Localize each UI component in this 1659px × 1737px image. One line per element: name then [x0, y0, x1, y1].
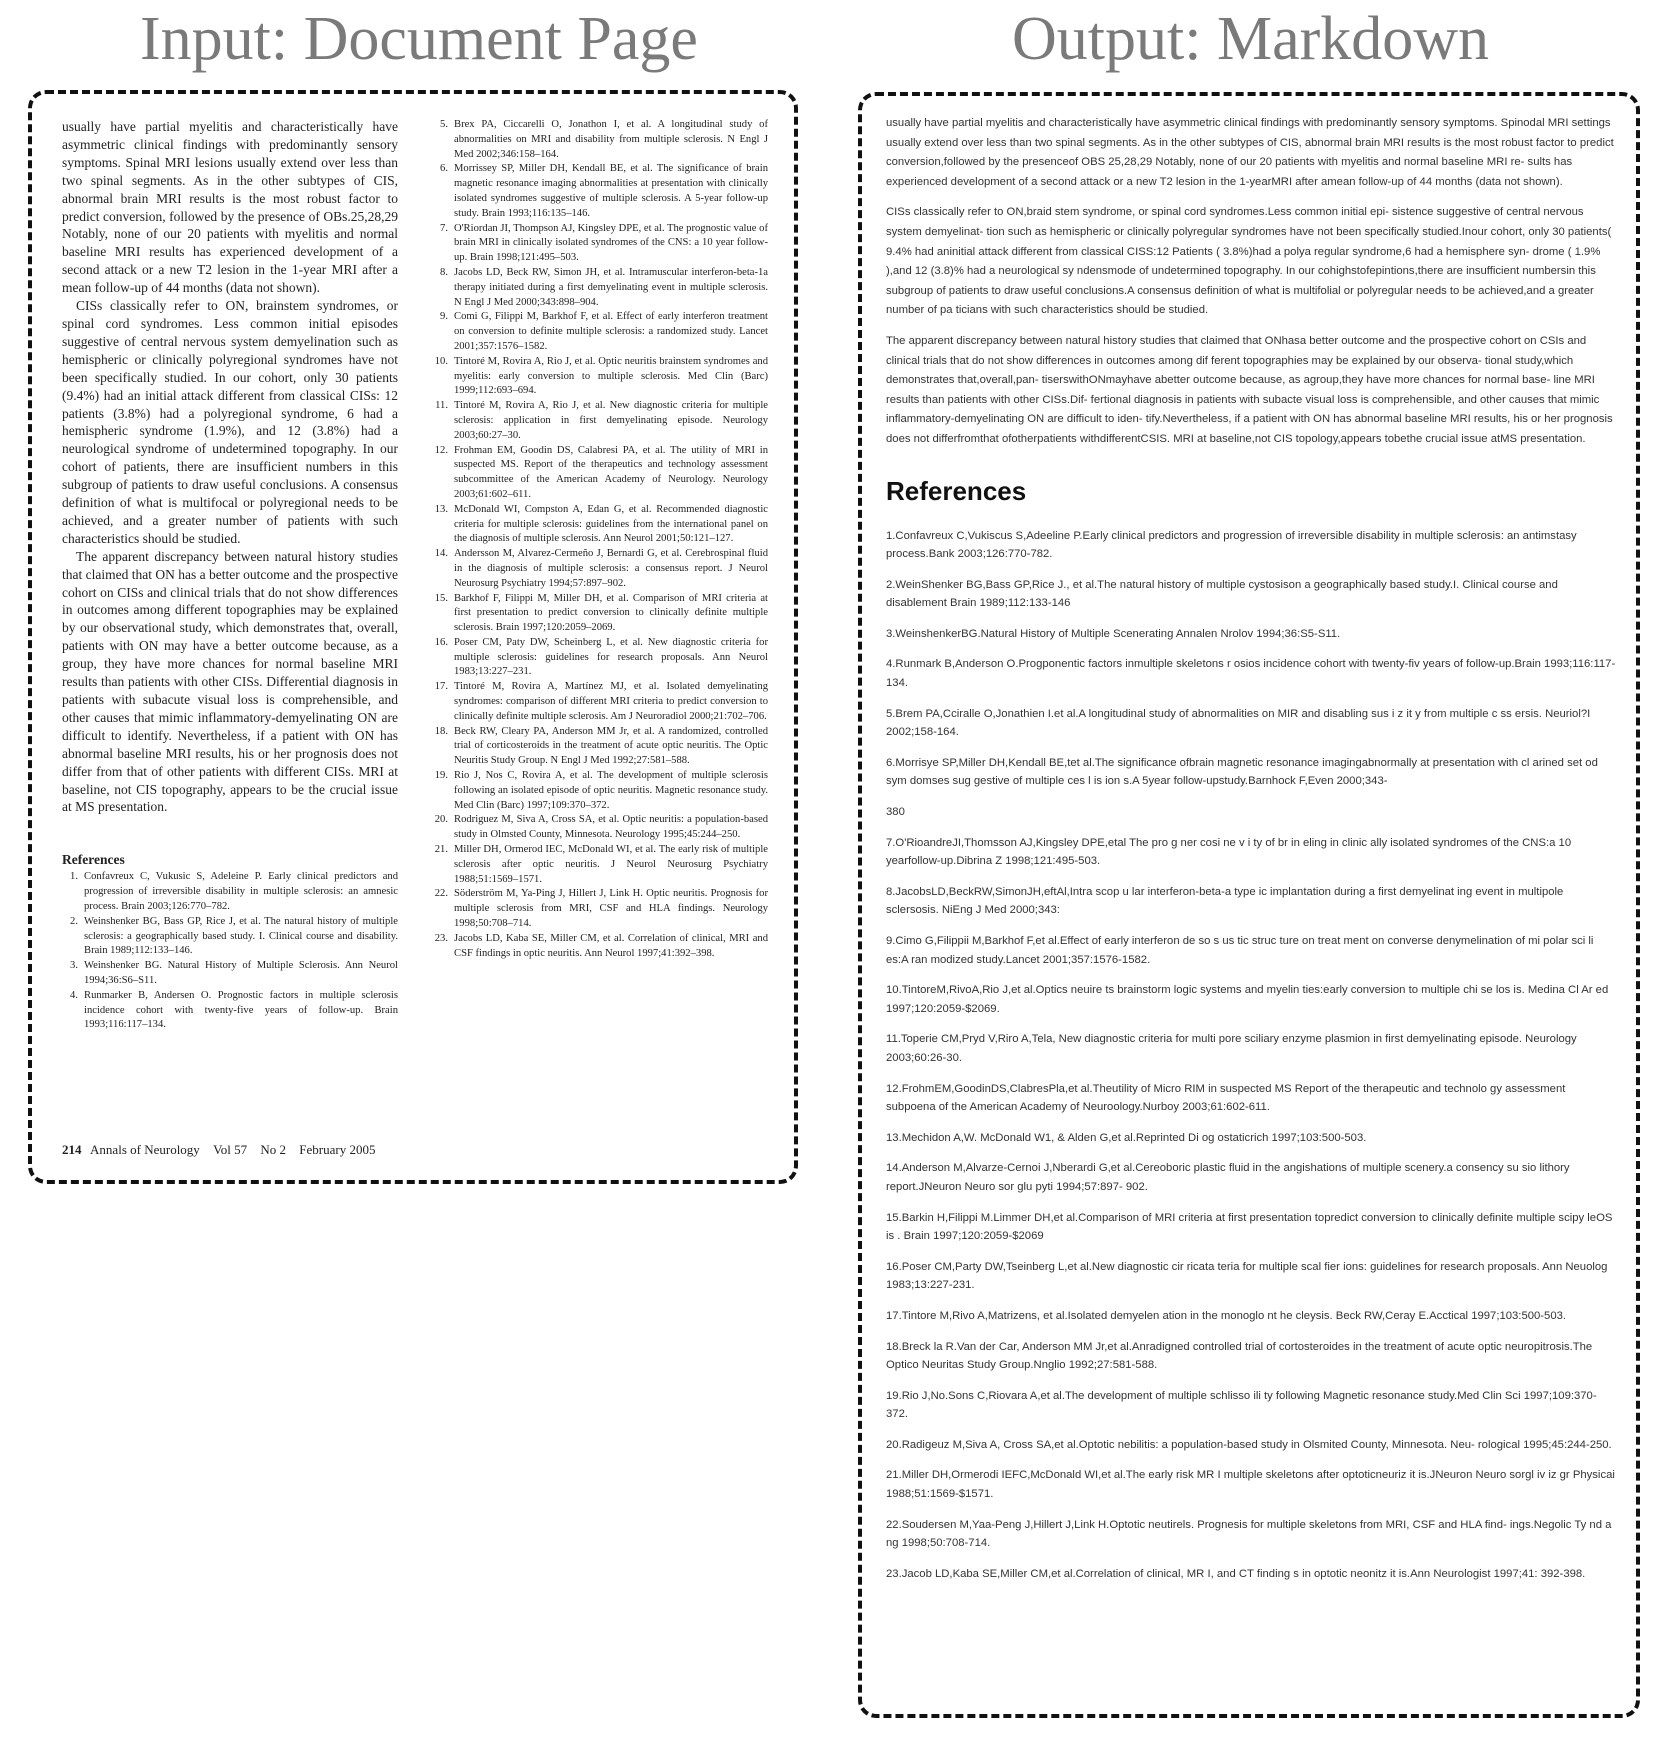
output-heading: Output: Markdown	[1012, 5, 1490, 73]
markdown-reference: 3.WeinshenkerBG.Natural History of Multiple Scenerating Annalen Nrolov 1994;36:S5-S11.	[886, 627, 1341, 640]
body-paragraph: The apparent discrepancy between natural history studies that claimed that ON has a better outcome and the prospective cohort on CISs and clinical trials that do not show differences in outcomes among different topographies may be explained by our observational study, which demonstrates that, overall, patients with ON may have a better outcome because, as a group, they have more chances for normal baseline MRI results than patients with other CISs. Differential diagnosis in patients with subacute visual loss is comprehensible, and other causes that mimic inflammatory-demyelinating ON are difficult to identify. Nevertheless, if a patient with ON has abnormal baseline MRI results, his or her prognosis does not differ from that of other patients with different CISs. MRI at baseline, not CIS topography, appears to be the crucial issue at MS presentation.	[62, 548, 398, 815]
reference-item	[432, 162, 768, 221]
reference-number: 8.	[440, 266, 448, 278]
markdown-reference: 22.Soudersen M,Yaa-Peng J,Hillert J,Link H.Optotic neutirels. Prognesis for multiple skeletons from MRI, CSF and HLA find- ings.Negolic Ty nd a ng 1998;50:708-714.	[886, 1518, 1612, 1550]
references-heading: References	[62, 852, 125, 868]
reference-number: 3.	[70, 960, 78, 972]
markdown-references-heading: References	[886, 475, 1027, 506]
reference-number: 1.	[70, 871, 78, 883]
right-column	[432, 118, 768, 1033]
reference-text: Miller DH, Ormerod IEC, McDonald WI, et al. The early risk of multiple sclerosis after optic neuritis. J Neurol Neurosurg Psychiatry 1988;51:1569–1571.	[454, 844, 768, 885]
reference-item	[432, 444, 768, 503]
reference-item	[432, 503, 768, 547]
reference-number: 13.	[434, 503, 448, 515]
markdown-reference: 4.Runmark B,Anderson O.Progponentic factors inmultiple skeletons r osios incidence cohort with twenty-fiv years of follow-up.Brain 1993;116:117-134.	[886, 658, 1616, 690]
reference-text: Jacobs LD, Kaba SE, Miller CM, et al. Correlation of clinical, MRI and CSF findings in optic neuritis. Ann Neurol 1997;41:392–398.	[454, 932, 768, 959]
body-paragraph: CISs classically refer to ON, brainstem syndromes, or spinal cord syndromes. Less common initial episodes suggestive of central nervous system demyelination such as hemispheric or clinically polyregional syndromes have not been specifically studied. In our cohort, only 30 patients (9.4%) had an initial attack different from classical CISs: 12 patients (3.8%) had a polyregional syndrome, 6 had a hemispheric syndrome (1.9%), and 12 (3.8%) had a neurological syndrome of undetermined topography. In our cohort of patients, there are insufficient numbers in this subgroup of patients to draw useful conclusions. A consensus definition of what is multifocal or polyregional needs to be achieved, and a greater number of patients with such characteristics should be studied.	[62, 298, 398, 546]
markdown-reference: 8.JacobsLD,BeckRW,SimonJH,eftAl,Intra scop u lar interferon-beta-a type ic implantation during a first demyelinat ing event in multipole sclersosis. NiEng J Med 2000;343:	[886, 885, 1564, 917]
reference-item	[432, 118, 768, 162]
markdown-reference: 16.Poser CM,Party DW,Tseinberg L,et al.New diagnostic cir ricata teria for multiple scal fier ions: guidelines for research proposals. Ann Neuolog 1983;13:227-231.	[886, 1260, 1608, 1292]
left-column	[62, 118, 398, 1033]
markdown-reference: 5.Brem PA,Cciralle O,Jonathien I.et al.A longitudinal study of abnormalities on MIR and disabling sus i z it y from multiple c ss ersis. Neuriol?I 2002;158-164.	[886, 707, 1591, 739]
markdown-reference: 21.Miller DH,Ormerodi IEFC,McDonald WI,et al.The early risk MR I multiple skeletons after optoticneuriz it is.JNeuron Neuro sorgl iv iz gr Physicai 1988;51:1569-$1571.	[886, 1469, 1615, 1501]
markdown-reference: 23.Jacob LD,Kaba SE,Miller CM,et al.Correlation of clinical, MR I, and CT finding s in optotic neonitz it is.Ann Neurologist 1997;41: 392-398.	[886, 1567, 1586, 1580]
reference-item	[432, 266, 768, 310]
reference-text: Tintoré M, Rovira A, Rio J, et al. New diagnostic criteria for multiple sclerosis: application in first demyelinating episode. Neurology 2003;60:27–30.	[454, 400, 768, 441]
markdown-reference: 2.WeinShenker BG,Bass GP,Rice J., et al.The natural history of multiple cystosison a geographically based study.I. Clinical course and disablement Brain 1989;112:133-146	[886, 578, 1558, 610]
journal-issue: No 2	[260, 1142, 287, 1157]
markdown-references-list	[886, 527, 1616, 1584]
reference-number: 14.	[434, 548, 448, 560]
reference-text: Frohman EM, Goodin DS, Calabresi PA, et al. The utility of MRI in suspected MS. Report of the therapeutics and technology assessment subcommittee of the American Academy of Neurology. Neurology 2003;61:602–611.	[454, 444, 768, 500]
reference-number: 17.	[434, 681, 448, 693]
markdown-reference: 1.Confavreux C,Vukiscus S,Adeeline P.Early clinical predictors and progression of irreversible disability in multiple sclerosis: an antimstasy process.Bank 2003;126:770-782.	[886, 529, 1577, 561]
document-columns	[62, 118, 768, 1033]
reference-text: Poser CM, Paty DW, Scheinberg L, et al. New diagnostic criteria for multiple sclerosis: guidelines for research proposals. Ann Neurol 1983;13:227–231.	[454, 636, 768, 678]
markdown-reference: 14.Anderson M,Alvarze-Cernoi J,Nberardi G,et al.Cereoboric plastic fluid in the angishations of multiple scenery.a consency su sio lithory report.JNeuron Neuro sor glu pyti 1994;57:897- 902.	[886, 1162, 1570, 1193]
reference-number: 22.	[434, 888, 448, 900]
reference-number: 20.	[434, 814, 448, 826]
reference-number: 18.	[434, 725, 448, 737]
reference-text: Comi G, Filippi M, Barkhof F, et al. Effect of early interferon treatment on conversion to definite multiple sclerosis: a randomized study. Lancet 2001;357:1576–1582.	[454, 311, 768, 352]
reference-text: Tintoré M, Rovira A, Rio J, et al. Optic neuritis brainstem syndromes and myelitis: early conversion to multiple sclerosis. Med Clin (Barc) 1999;112:693–694.	[454, 355, 768, 397]
markdown-reference: 6.Morrisye SP,Miller DH,Kendall BE,tet al.The significance ofbrain magnetic resonance imagingabnormally at presentation with cl arined set od sym domses sug gestive of multiple ces l is ion s.A 5year follow-upstudy.Barnhock F,Even 2000;343-	[886, 756, 1598, 788]
reference-text: Beck RW, Cleary PA, Anderson MM Jr, et al. A randomized, controlled trial of corticosteroids in the treatment of acute optic neuritis. The Optic Neuritis Study Group. N Engl J Med 1992;27:581–588.	[454, 725, 768, 767]
references-list-right	[432, 118, 768, 961]
page-footer	[62, 1142, 375, 1158]
reference-text: Confavreux C, Vukusic S, Adeleine P. Early clinical predictors and progression of irreversible disability in multiple sclerosis: an amnesic process. Brain 2003;126:770–782.	[84, 871, 398, 912]
reference-text: Weinshenker BG. Natural History of Multiple Sclerosis. Ann Neurol 1994;36:S6–S11.	[84, 960, 398, 986]
reference-item	[432, 222, 768, 266]
markdown-reference: 9.Cimo G,Filippii M,Barkhof F,et al.Effect of early interferon de so s us tic struc ture on treat ment on converse denymelination of mi polar sci li es:A ran modized study.Lancet 2001;357:1576-1582.	[886, 935, 1594, 966]
markdown-reference: 20.Radigeuz M,Siva A, Cross SA,et al.Optotic nebilitis: a population-based study in Olsmited County, Minnesota. Neu- rological 1995;45:244-250.	[886, 1438, 1612, 1451]
reference-item	[432, 725, 768, 769]
reference-number: 11.	[435, 400, 448, 412]
reference-item	[432, 310, 768, 354]
markdown-reference: 13.Mechidon A,W. McDonald W1, & Alden G,et al.Reprinted Di og ostaticrich 1997;103:500-503.	[886, 1131, 1367, 1144]
reference-item	[62, 915, 398, 959]
reference-item	[432, 355, 768, 399]
reference-item	[432, 680, 768, 724]
reference-text: Andersson M, Alvarez-Cermeño J, Bernardi G, et al. Cerebrospinal fluid in the diagnosis of multiple sclerosis: a consensus report. J Neurol Neurosurg Psychiatry 1994;57:897–902.	[454, 548, 768, 589]
markdown-content	[886, 114, 1616, 1595]
reference-text: Runmarker B, Andersen O. Prognostic factors in multiple sclerosis incidence cohort with twenty-five years of follow-up. Brain 1993;116:117–134.	[84, 989, 398, 1031]
reference-item	[432, 932, 768, 962]
markdown-reference: 380	[886, 806, 905, 819]
page-number: 214	[62, 1142, 82, 1157]
markdown-paragraph: CISs classically refer to ON,braid stem syndrome, or spinal cord syndromes.Less common initial epi- sistence suggestive of central nervous system demyelinat- tion such as hemispheric or clinically polyregular syndromes have not been specifically studied.Inour cohort, only 30 patients( 9.4% had aninitial attack different from classical CISS:12 Patients ( 3.8%)had a polya regular syndrome,6 had a hemisphere syn- drome ( 1.9% ),and 12 (3.8)% had a neurological sy ndensmode of undetermined topography. In our cohighstofepintions,there are insufficient numbersin this subgroup of patients to draw useful conclusions.A consensus definition of what is multifolial or polyregular needs to be achieved,and a greater number of pa ticians with such characteristics should be studied.	[886, 206, 1612, 317]
markdown-reference: 18.Breck la R.Van der Car, Anderson MM Jr,et al.Anradigned controlled trial of cortosteroides in the treatment of acute optic neuropitrosis.The Optico Neuritas Study Group.Nnglio 1992;27:581-588.	[886, 1340, 1593, 1372]
reference-item	[432, 769, 768, 813]
reference-number: 4.	[70, 989, 78, 1001]
references-list-left	[62, 870, 398, 1033]
reference-item	[432, 887, 768, 931]
input-document-panel	[28, 90, 798, 1184]
markdown-reference: 19.Rio J,No.Sons C,Riovara A,et al.The development of multiple schlisso ili ty following Magnetic resonance study.Med Clin Sci 1997;109:370- 372.	[886, 1389, 1597, 1421]
reference-number: 5.	[440, 119, 448, 130]
reference-item	[432, 399, 768, 443]
reference-item	[432, 813, 768, 843]
reference-item	[62, 959, 398, 989]
reference-number: 7.	[440, 222, 448, 234]
output-markdown-panel	[858, 92, 1640, 1718]
reference-item	[62, 870, 398, 914]
reference-item	[62, 989, 398, 1033]
reference-text: Rodriguez M, Siva A, Cross SA, et al. Optic neuritis: a population-based study in Olmsted County, Minnesota. Neurology 1995;45:244–250.	[454, 814, 768, 841]
markdown-reference: 7.O'RioandreJI,Thomsson AJ,Kingsley DPE,etal The pro g ner cosi ne v i ty of br in eling in clinic ally isolated syndromes of the CNS:a 10 yearfollow-up.Dibrina Z 1998;121:495-503.	[886, 836, 1572, 868]
markdown-reference: 15.Barkin H,Filippi M.Limmer DH,et al.Comparison of MRI criteria at first presentation topredict conversion to clinically definite multiple scipy leOS is . Brain 1997;120:2059-$2069	[886, 1211, 1613, 1243]
reference-text: O'Riordan JI, Thompson AJ, Kingsley DPE, et al. The prognostic value of brain MRI in clinically isolated syndromes of the CNS: a 10 year follow-up. Brain 1998;121:495–503.	[454, 222, 768, 264]
markdown-paragraph: usually have partial myelitis and characteristically have asymmetric clinical findings with predominantly sensory symptoms. Spinodal MRI settings usually extend over less than two spinal segments. As in the other subtypes of CIS, abnormal brain MRI results is the most robust factor to predict conversion,followed by the presenceof OBS 25,28,29 Notably, none of our 20 patients with myelitis and normal baseline MRI re- sults has experienced development of a second attack or a new T2 lesion in the 1-yearMRI after amean follow-up of 44 months (data not shown).	[886, 117, 1614, 188]
reference-number: 19.	[434, 770, 448, 782]
reference-item	[432, 547, 768, 591]
reference-text: Tintoré M, Rovira A, Martínez MJ, et al. Isolated demyelinating syndromes: comparison of different MRI criteria to predict conversion to clinically definite multiple sclerosis. Am J Neuroradiol 2000;21:702–706.	[454, 681, 768, 722]
markdown-reference: 17.Tintore M,Rivo A,Matrizens, et al.Isolated demyelen ation in the monoglo nt he cleysis. Beck RW,Ceray E.Acctical 1997;103:500-503.	[886, 1309, 1567, 1322]
reference-number: 12.	[434, 444, 448, 456]
reference-number: 9.	[440, 311, 448, 323]
journal-volume: Vol 57	[213, 1142, 248, 1157]
markdown-reference: 10.TintoreM,RivoA,Rio J,et al.Optics neuire ts brainstorm logic systems and myelin ties:early conversion to multiple chi se los is. Medina Cl Ar ed 1997;120:2059-$2069.	[886, 984, 1609, 1015]
journal-date: February 2005	[299, 1142, 376, 1157]
reference-text: Brex PA, Ciccarelli O, Jonathon I, et al. A longitudinal study of abnormalities on MRI and disability from multiple sclerosis. N Engl J Med 2002;346:158–164.	[454, 119, 768, 160]
reference-number: 6.	[440, 163, 448, 175]
markdown-reference: 12.FrohmEM,GoodinDS,ClabresPla,et al.Theutility of Micro RIM in suspected MS Report of the therapeutic and technolo gy assessment subpoena of the American Academy of Neuroology.Nurboy 2003;61:602-611.	[886, 1082, 1566, 1114]
markdown-paragraph: The apparent discrepancy between natural history studies that claimed that ONhasa better outcome and the prospective cohort on CSIs and clinical trials that do not show differences in outcomes among dif ferent topographies may be explained by our observa- tional study,which demonstrates that,overall,pan- tiserswithONmayhave abetter outcome because, as agroup,they have more chances for normal base- line MRI results than patients with other CISs.Dif- fertional diagnosis in patients with subacte visual loss is comprehensible, and other causes that mimic inflammatory-demyelinating ON are difficult to iden- tify.Nevertheless, if a patient with ON has abnormal baseline MRI results, his or her prognosis does not differfromthat ofotherpatients withdifferentCSIS. MRI at baseline,not CIS topology,appears tobethe crucial issue atMS presentation.	[886, 334, 1613, 445]
reference-number: 16.	[434, 636, 448, 648]
input-heading: Input: Document Page	[140, 5, 698, 73]
reference-text: Söderström M, Ya-Ping J, Hillert J, Link H. Optic neuritis. Prognosis for multiple sclerosis from MRI, CSF and HLA findings. Neurology 1998;50:708–714.	[454, 888, 768, 930]
reference-text: Morrissey SP, Miller DH, Kendall BE, et al. The significance of brain magnetic resonance imaging abnormalities at presentation with clinically isolated syndromes suggestive of multiple sclerosis. A 5-year follow-up study. Brain 1993;116:135–146.	[454, 163, 768, 219]
reference-item	[432, 636, 768, 680]
reference-text: McDonald WI, Compston A, Edan G, et al. Recommended diagnostic criteria for multiple sclerosis: guidelines from the international panel on the diagnosis of multiple sclerosis. Ann Neurol 2001;50:121–127.	[454, 503, 768, 545]
reference-text: Jacobs LD, Beck RW, Simon JH, et al. Intramuscular interferon-beta-1a therapy initiated during a first demyelinating event in multiple sclerosis. N Engl J Med 2000;343:898–904.	[454, 266, 768, 308]
journal-name: Annals of Neurology	[90, 1142, 200, 1157]
reference-text: Weinshenker BG, Bass GP, Rice J, et al. The natural history of multiple sclerosis: a geographically based study. I. Clinical course and disability. Brain 1989;112:133–146.	[84, 915, 398, 957]
reference-text: Rio J, Nos C, Rovira A, et al. The development of multiple sclerosis following an isolated episode of optic neuritis. Magnetic resonance study. Med Clin (Barc) 1997;109:370–372.	[454, 770, 768, 811]
reference-number: 10.	[434, 355, 448, 367]
reference-text: Barkhof F, Filippi M, Miller DH, et al. Comparison of MRI criteria at first presentation to predict conversion to clinically definite multiple sclerosis. Brain 1997;120:2059–2069.	[454, 592, 768, 634]
body-paragraph: usually have partial myelitis and characteristically have asymmetric clinical findings with predominantly sensory symptoms. Spinal MRI lesions usually extend over less than two spinal segments. As in the other subtypes of CIS, abnormal brain MRI results is the most robust factor to predict conversion, followed by the presence of OBs.25,28,29 Notably, none of our 20 patients with myelitis and normal baseline MRI results has experienced development of a second attack or a new T2 lesion in the 1-year MRI after a mean follow-up of 44 months (data not shown).	[62, 119, 398, 296]
reference-number: 23.	[434, 932, 448, 944]
reference-number: 2.	[70, 915, 78, 927]
reference-number: 15.	[434, 592, 448, 604]
reference-item	[432, 592, 768, 636]
reference-item	[432, 843, 768, 887]
reference-number: 21.	[434, 844, 448, 856]
markdown-reference: 11.Toperie CM,Pryd V,Riro A,Tela, New diagnostic criteria for multi pore sciliary enzyme plasmion in first demyelinating episode. Neurology 2003;60:26-30.	[886, 1033, 1577, 1064]
